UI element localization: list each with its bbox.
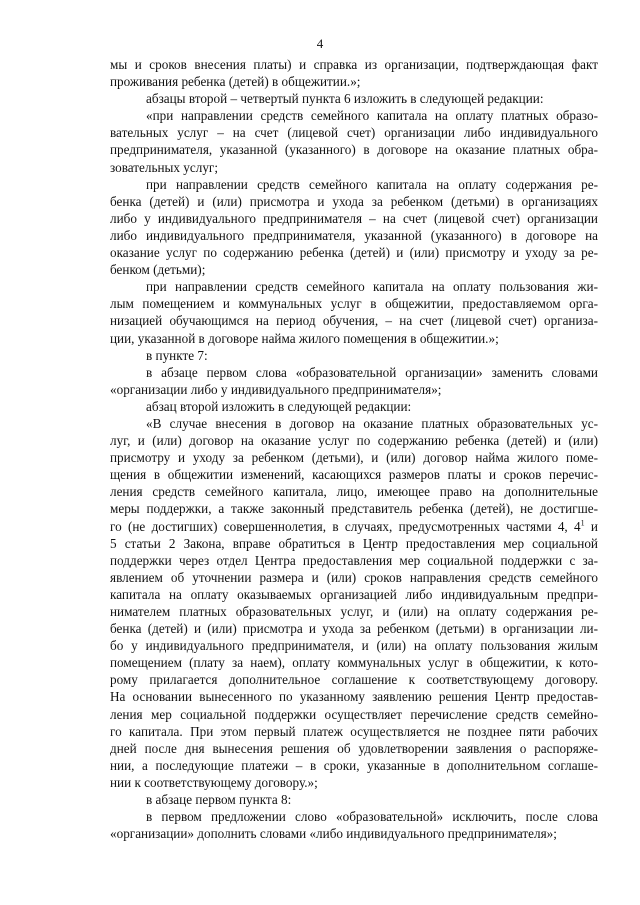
text-line-content: «при направлении средств семейного капитала на оплату платных образо- — [146, 108, 598, 124]
text-line — [110, 295, 598, 312]
text-line — [110, 706, 598, 723]
text-line — [110, 586, 598, 603]
text-line-content: зовательных услуг; — [110, 159, 219, 175]
text-line-content: дней после дня вынесения решения об удовлетворении заявления о распоряже- — [110, 740, 598, 756]
text-line-content: низацией обучающимся на период обучения, – на счет (лицевой счет) организа- — [110, 313, 598, 329]
text-line-content: бенка (детей) и (или) присмотра и ухода за ребенком (детьми) в организациях — [110, 193, 598, 209]
text-line-content: нии, а последующие платежи – в сроки, указанные в дополнительном соглаше- — [110, 757, 598, 773]
document-body — [110, 56, 598, 842]
text-line-content: либо у индивидуального предпринимателя – на счет (лицевой счет) организации — [110, 210, 598, 226]
text-line — [110, 176, 598, 193]
text-line — [110, 56, 598, 73]
text-line — [110, 124, 598, 141]
text-line-content: 5 статьи 2 Закона, вправе обратиться в Центр предоставления мер социальной — [110, 535, 598, 551]
text-line — [110, 210, 598, 227]
text-line-content: На основании вынесенного по указанному заявлению решения Центр предостав- — [110, 689, 598, 705]
text-line-content: поддержки через отдел Центра предоставления мер социальной поддержки с за- — [110, 552, 598, 568]
text-line-tail: и — [584, 518, 598, 534]
text-line — [110, 193, 598, 210]
text-line — [110, 381, 598, 398]
text-line-content: нии к соответствующему договору.»; — [110, 774, 318, 790]
text-line-content: рому прилагается дополнительное соглашение к соответствующему договору. — [110, 672, 598, 688]
text-line — [110, 466, 598, 483]
text-line-content: «организации либо у индивидуального предпринимателя»; — [110, 381, 442, 397]
text-line-content: проживания ребенка (детей) в общежитии.»; — [110, 74, 361, 90]
text-line — [110, 347, 598, 364]
text-line — [110, 791, 598, 808]
text-line — [110, 244, 598, 261]
text-line-content: «организации» дополнить словами «либо индивидуального предпринимателя»; — [110, 826, 557, 842]
text-line — [110, 808, 598, 825]
text-line-content: в абзаце первом слова «образовательной организации» заменить словами — [146, 364, 598, 380]
text-line — [110, 757, 598, 774]
text-line-content: вательных услуг – на счет (лицевой счет) организации либо индивидуального — [110, 125, 598, 141]
text-line — [110, 825, 598, 842]
text-line-content: лым помещением и коммунальных услуг в общежитии, предоставляемом орга- — [110, 296, 598, 312]
text-line-content: при направлении средств семейного капитала на оплату содержания ре- — [146, 176, 598, 192]
text-line — [110, 740, 598, 757]
text-line — [110, 569, 598, 586]
text-line-content: мы и сроков внесения платы) и справка из организации, подтверждающая факт — [110, 57, 598, 72]
text-line-content: абзац второй изложить в следующей редакции: — [146, 398, 412, 414]
text-line-content: луг, и (или) договор на оказание услуг по содержанию ребенка (детей) и (или) — [110, 433, 598, 449]
text-line-content: явлением об уточнении размера и (или) сроков направления средств семейного — [110, 569, 598, 585]
text-line-content: бенком (детьми); — [110, 262, 206, 278]
text-line-content: капитала на оплату оказываемых организацией либо индивидуальным предпри- — [110, 586, 598, 602]
text-line — [110, 500, 598, 517]
text-line — [110, 261, 598, 278]
text-line — [110, 620, 598, 637]
text-line — [110, 159, 598, 176]
text-line — [110, 278, 598, 295]
text-line-content: ции, указанной в договоре найма жилого помещения в общежитии.»; — [110, 330, 499, 346]
text-line-content: меры поддержки, а также законный представитель ребенка (детей), не достигше- — [110, 501, 598, 517]
text-line — [110, 107, 598, 124]
text-line — [110, 73, 598, 90]
text-line — [110, 432, 598, 449]
text-line-content: «В случае внесения в договор на оказание платных образовательных ус- — [146, 415, 598, 431]
text-line — [110, 364, 598, 381]
text-line-content: в абзаце первом пункта 8: — [146, 792, 292, 808]
text-line-content: при направлении средств семейного капитала на оплату пользования жи- — [146, 279, 598, 295]
text-line — [110, 141, 598, 158]
text-line-content: бенка (детей) и (или) присмотра и ухода за ребенком (детьми) в организации ли- — [110, 621, 598, 637]
text-line-content: помещением (плату за наем), оплату коммунальных услуг в общежитии, к кото- — [110, 655, 598, 671]
text-line — [110, 398, 598, 415]
text-line — [110, 330, 598, 347]
text-line-content: в первом предложении слово «образовательной» исключить, после слова — [146, 809, 598, 825]
text-line — [110, 637, 598, 654]
text-line-content: щения в общежитии изменений, касающихся размеров платы и сроков перечис- — [110, 467, 598, 483]
text-line — [110, 483, 598, 500]
text-line — [110, 535, 598, 552]
text-line-content: го капитала. При этом первый платеж осуществляется не позднее пяти рабочих — [110, 723, 598, 739]
text-line — [110, 415, 598, 432]
text-line-content: предпринимателя, указанной (указанного) в договоре на оказание платных обра- — [110, 142, 598, 158]
text-line — [110, 774, 598, 791]
text-line-content: либо индивидуального предпринимателя, указанной (указанного) в договоре на — [110, 227, 598, 243]
text-line — [110, 312, 598, 329]
text-line — [110, 227, 598, 244]
text-line — [110, 518, 598, 535]
text-line-content: абзацы второй – четвертый пункта 6 изложить в следующей редакции: — [146, 91, 544, 107]
text-line-content: в пункте 7: — [146, 347, 208, 363]
text-line-content: го (не достигших) совершеннолетия, в случаях, предусмотренных частями 4, 4 — [110, 518, 581, 534]
page-number: 4 — [316, 36, 324, 51]
text-line — [110, 723, 598, 740]
text-line — [110, 654, 598, 671]
text-line-content: ления мер социальной поддержки осуществляет перечисление средств семейно- — [110, 706, 598, 722]
superscript: 1 — [580, 518, 585, 528]
text-line-content: бо у индивидуального предпринимателя, и (или) на оплату пользования жилым — [110, 638, 598, 654]
text-line — [110, 90, 598, 107]
text-line-content: ления средств семейного капитала, лицо, имеющее право на дополнительные — [110, 484, 598, 500]
text-line — [110, 671, 598, 688]
text-line — [110, 603, 598, 620]
text-line — [110, 688, 598, 705]
text-line-content: оказание услуг по содержанию ребенка (детей) и (или) присмотру и уходу за ре- — [110, 245, 598, 261]
text-line — [110, 449, 598, 466]
text-line — [110, 552, 598, 569]
text-line-content: нимателем платных образовательных услуг, и (или) на оплату содержания ре- — [110, 604, 598, 619]
text-line-content: присмотру и уходу за ребенком (детьми), и (или) договор найма жилого поме- — [110, 450, 598, 466]
